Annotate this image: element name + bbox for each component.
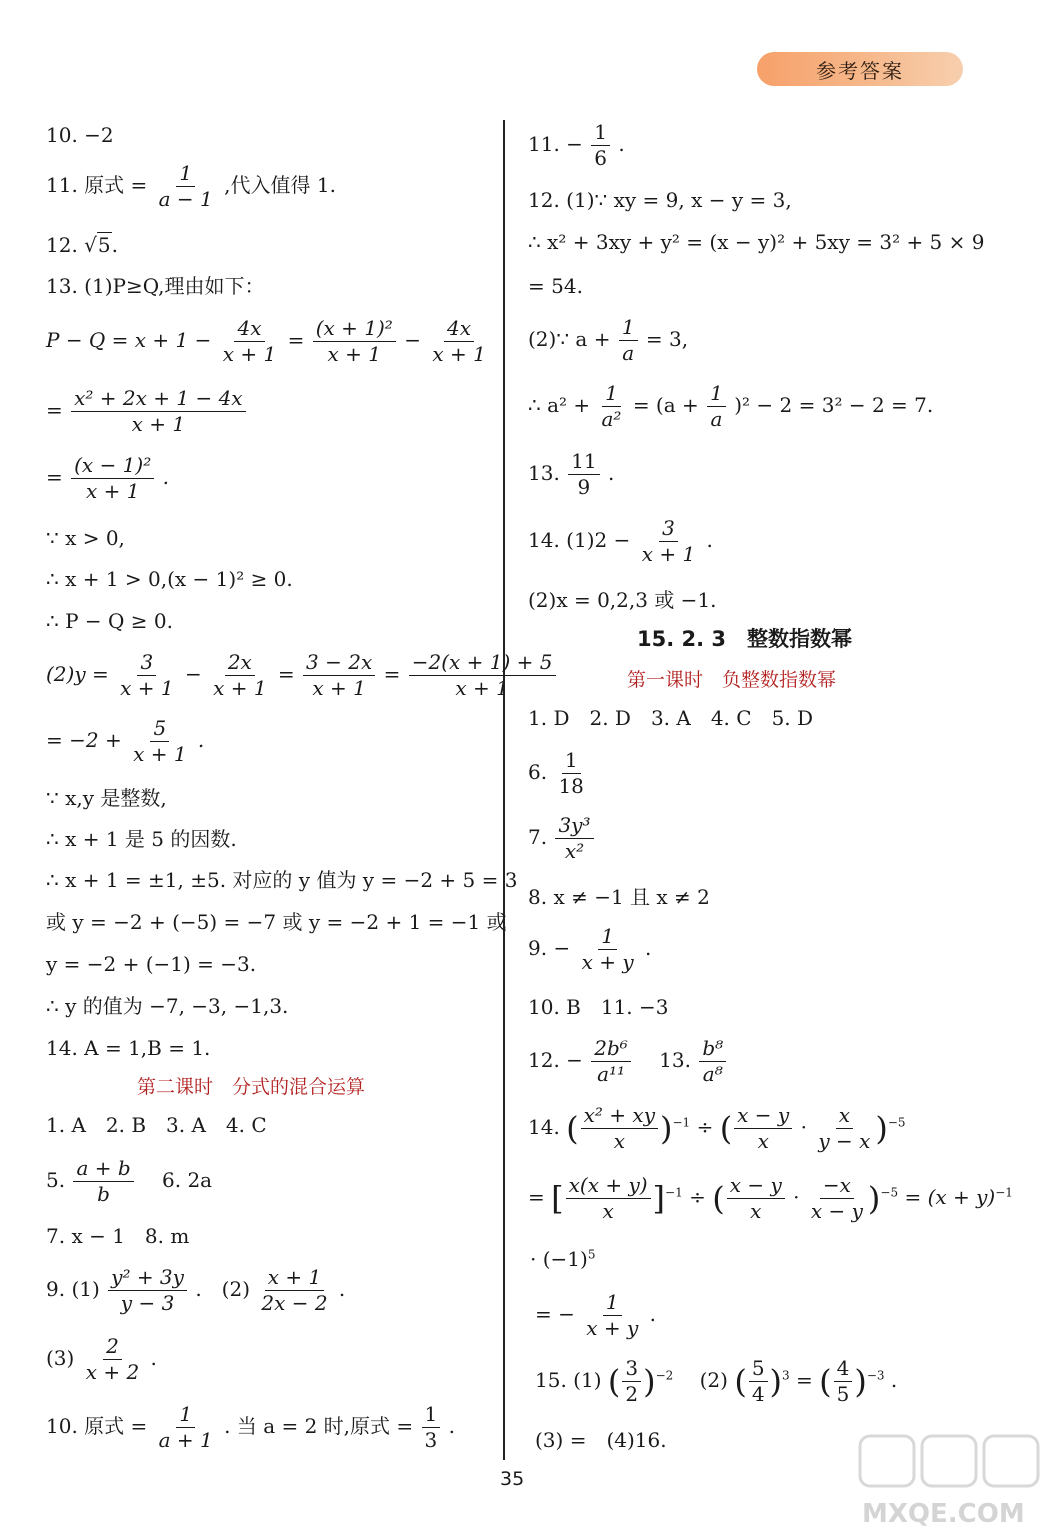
left-bracket: [ bbox=[551, 1179, 564, 1218]
answers-d1-5: 1. D 2. D 3. A 4. C 5. D bbox=[528, 706, 814, 730]
text: 11. − bbox=[528, 132, 583, 156]
numerator: 1 bbox=[602, 383, 621, 407]
fraction bbox=[815, 1105, 873, 1152]
fraction bbox=[71, 455, 154, 502]
numerator: 1 bbox=[422, 1404, 441, 1428]
text: 9. − bbox=[528, 936, 571, 960]
section-title-15-2-3: 15. 2. 3 整数指数幂 bbox=[637, 627, 853, 651]
text: 7. bbox=[528, 825, 548, 849]
answer-d10-11: 10. B 11. −3 bbox=[528, 995, 669, 1019]
denominator: y − x bbox=[818, 1129, 871, 1153]
answer-c13 bbox=[528, 451, 614, 498]
fraction bbox=[834, 1358, 853, 1405]
answer-d6 bbox=[528, 750, 589, 797]
denominator: 9 bbox=[577, 475, 591, 499]
denominator: y − 3 bbox=[120, 1291, 175, 1315]
denominator: x + 1 bbox=[222, 342, 277, 366]
fraction bbox=[568, 451, 599, 498]
answer-12: 12. √5. bbox=[46, 233, 119, 257]
left-paren: ( bbox=[566, 1109, 579, 1148]
denominator: 18 bbox=[558, 774, 584, 798]
answer-d15-part3-4: (3) = (4)16. bbox=[535, 1428, 667, 1452]
denominator: a − 1 bbox=[158, 187, 213, 211]
text: (2)∵ a + bbox=[528, 327, 611, 351]
column-divider bbox=[503, 120, 505, 1460]
answer-14: 14. A = 1,B = 1. bbox=[46, 1036, 211, 1060]
right-paren: ) bbox=[769, 1362, 783, 1401]
answer-13-line6: ∴ P − Q ≥ 0. bbox=[46, 609, 173, 633]
numerator: 3 bbox=[659, 518, 678, 542]
fraction bbox=[83, 1336, 142, 1383]
left-paren: ( bbox=[734, 1362, 747, 1401]
answer-c12-part2 bbox=[528, 317, 688, 364]
numerator: (x − 1)² bbox=[71, 455, 154, 479]
fraction bbox=[581, 1105, 658, 1152]
numerator: 5 bbox=[150, 718, 169, 742]
numerator: 1 bbox=[562, 750, 581, 774]
numerator: 3y³ bbox=[555, 815, 593, 839]
denominator: x + 1 bbox=[641, 542, 696, 566]
numerator: 1 bbox=[598, 926, 617, 950]
numerator: 4x bbox=[444, 318, 474, 342]
exponent: −5 bbox=[887, 1115, 906, 1130]
text: (2)y = bbox=[46, 662, 109, 686]
equals: = bbox=[528, 1185, 545, 1209]
dot: · bbox=[793, 1185, 800, 1209]
numerator: x² + 2x + 1 − 4x bbox=[71, 388, 245, 412]
denominator: a bbox=[622, 341, 635, 365]
answer-b9 bbox=[46, 1267, 345, 1314]
fraction bbox=[749, 1358, 768, 1405]
numerator: x − y bbox=[727, 1175, 785, 1199]
fraction bbox=[555, 750, 586, 797]
numerator: −2(x + 1) + 5 bbox=[409, 652, 556, 676]
denominator: x + 1 bbox=[120, 676, 174, 700]
answer-c12-line2: ∴ x² + 3xy + y² = (x − y)² + 5xy = 3² + 5 × 9 bbox=[528, 230, 985, 254]
numerator: 1 bbox=[603, 1292, 622, 1316]
page-number: 35 bbox=[500, 1468, 525, 1490]
fraction bbox=[707, 383, 726, 430]
divide: ÷ bbox=[689, 1185, 706, 1209]
fraction bbox=[699, 1038, 726, 1085]
equals: = bbox=[287, 328, 305, 352]
numerator: x + 1 bbox=[265, 1267, 324, 1291]
answer-13-line-factor: ∴ x + 1 是 5 的因数. bbox=[46, 827, 237, 851]
fraction bbox=[579, 926, 637, 973]
fraction bbox=[599, 383, 625, 430]
exponent: 3 bbox=[782, 1368, 790, 1383]
answer-b9-3 bbox=[46, 1336, 157, 1383]
denominator: x + 1 bbox=[131, 412, 186, 436]
text: 14. (1)2 − bbox=[528, 528, 631, 552]
numerator: x bbox=[836, 1105, 853, 1129]
text: 6. 2a bbox=[142, 1168, 213, 1192]
denominator: a¹¹ bbox=[597, 1062, 626, 1086]
answer-13-line-values: ∴ x + 1 = ±1, ±5. 对应的 y 值为 y = −2 + 5 = 3 bbox=[46, 868, 518, 892]
text: . bbox=[607, 461, 615, 485]
answer-11 bbox=[46, 163, 336, 210]
denominator: x + 1 bbox=[312, 676, 366, 700]
text: · (−1) bbox=[530, 1247, 588, 1271]
left-paren: ( bbox=[819, 1362, 832, 1401]
text: )² − 2 = 3² − 2 = 7. bbox=[734, 393, 934, 417]
answer-13-line4: ∵ x > 0, bbox=[46, 526, 125, 550]
fraction bbox=[303, 652, 375, 699]
numerator: 1 bbox=[176, 163, 195, 187]
numerator: 4x bbox=[234, 318, 264, 342]
denominator: a⁸ bbox=[702, 1062, 723, 1086]
numerator: 4 bbox=[834, 1358, 853, 1382]
fraction bbox=[808, 1175, 866, 1222]
numerator: 2b⁶ bbox=[591, 1038, 631, 1062]
answer-c12-part2-result bbox=[528, 383, 933, 430]
right-paren: ) bbox=[643, 1362, 656, 1401]
answer-13-line-last: y = −2 + (−1) = −3. bbox=[46, 952, 257, 976]
text: (2) bbox=[679, 1368, 728, 1392]
answer-13-line2 bbox=[46, 388, 248, 435]
fraction bbox=[156, 1404, 216, 1451]
text: . bbox=[706, 528, 713, 552]
numerator: 1 bbox=[619, 317, 638, 341]
denominator: x + y bbox=[586, 1316, 639, 1340]
numerator: (x + 1)² bbox=[313, 318, 396, 342]
answer-b7-8: 7. x − 1 8. m bbox=[46, 1224, 190, 1248]
text: ∴ a² + bbox=[528, 393, 591, 417]
denominator: a + 1 bbox=[158, 1428, 213, 1452]
answer-d12-13 bbox=[528, 1038, 728, 1085]
denominator: x + 1 bbox=[455, 676, 509, 700]
divide: ÷ bbox=[696, 1115, 714, 1139]
numerator: 3 bbox=[137, 652, 156, 676]
text: . (2) bbox=[195, 1277, 250, 1301]
answer-d7 bbox=[528, 815, 596, 862]
equals: = bbox=[46, 465, 63, 489]
fraction bbox=[117, 652, 176, 699]
answer-d9 bbox=[528, 926, 651, 973]
answer-13-line3 bbox=[46, 455, 169, 502]
right-paren: ) bbox=[867, 1179, 881, 1218]
answer-c14 bbox=[528, 518, 713, 565]
answer-13-part2-line2 bbox=[46, 718, 204, 765]
fraction bbox=[73, 1158, 133, 1205]
text: = −2 + bbox=[46, 728, 122, 752]
answer-13-line-integer: ∵ x,y 是整数, bbox=[46, 786, 167, 810]
text: P − Q = x + 1 − bbox=[46, 328, 212, 352]
text: . bbox=[111, 233, 119, 257]
numerator: 3 bbox=[622, 1358, 641, 1382]
denominator: 2x − 2 bbox=[261, 1291, 328, 1315]
denominator: x bbox=[757, 1129, 769, 1153]
answers-b1-4: 1. A 2. B 3. A 4. C bbox=[46, 1113, 267, 1137]
left-paren: ( bbox=[712, 1179, 725, 1218]
text: . bbox=[649, 1302, 657, 1326]
fraction bbox=[108, 1267, 187, 1314]
answer-c11 bbox=[528, 122, 625, 169]
fraction bbox=[130, 718, 189, 765]
answer-b10 bbox=[46, 1404, 455, 1451]
denominator: x bbox=[602, 1199, 614, 1223]
equals: = bbox=[46, 398, 63, 422]
right-paren: ) bbox=[660, 1109, 673, 1148]
denominator: x − y bbox=[810, 1199, 863, 1223]
denominator: 5 bbox=[836, 1382, 850, 1406]
right-bracket: ] bbox=[652, 1179, 666, 1218]
numerator: 1 bbox=[591, 122, 610, 146]
denominator: x + 2 bbox=[85, 1360, 140, 1384]
fraction bbox=[429, 318, 488, 365]
fraction bbox=[409, 652, 556, 699]
fraction bbox=[591, 1038, 631, 1085]
svg-text:MXQE.COM: MXQE.COM bbox=[862, 1499, 1025, 1529]
exponent: 5 bbox=[587, 1247, 596, 1262]
text: = (a + bbox=[632, 393, 699, 417]
exponent: −2 bbox=[655, 1368, 674, 1383]
denominator: 3 bbox=[424, 1428, 438, 1452]
fraction bbox=[583, 1292, 641, 1339]
dot: · bbox=[800, 1115, 807, 1139]
numerator: 5 bbox=[749, 1358, 768, 1382]
denominator: x + 1 bbox=[432, 342, 486, 366]
numerator: b⁸ bbox=[699, 1038, 726, 1062]
answer-13-line1 bbox=[46, 318, 491, 365]
text: 13. bbox=[528, 461, 560, 485]
text: . 当 a = 2 时,原式 = bbox=[224, 1414, 414, 1438]
text: 12. bbox=[46, 233, 85, 257]
text: 9. (1) bbox=[46, 1277, 100, 1301]
denominator: x + 1 bbox=[85, 479, 140, 503]
right-paren: ) bbox=[854, 1362, 867, 1401]
text: . bbox=[448, 1414, 455, 1438]
fraction bbox=[156, 163, 216, 210]
left-paren: ( bbox=[607, 1362, 621, 1401]
fraction bbox=[555, 815, 593, 862]
answer-d15 bbox=[535, 1358, 897, 1405]
text: (3) bbox=[46, 1346, 75, 1370]
fraction bbox=[313, 318, 396, 365]
fraction bbox=[622, 1358, 641, 1405]
text: 12. − bbox=[528, 1048, 583, 1072]
answer-d8: 8. x ≠ −1 且 x ≠ 2 bbox=[528, 885, 710, 909]
text: = (x + y) bbox=[904, 1185, 996, 1209]
answer-d14-line3 bbox=[530, 1249, 595, 1269]
answer-13-part1: 13. (1)P≥Q,理由如下： bbox=[46, 274, 265, 298]
text: 14. bbox=[528, 1115, 560, 1139]
equals: = bbox=[383, 662, 401, 686]
numerator: a + b bbox=[73, 1158, 133, 1182]
text: 13. bbox=[639, 1048, 691, 1072]
answer-13-part2 bbox=[46, 652, 558, 699]
denominator: x + y bbox=[581, 950, 634, 974]
denominator: x + 1 bbox=[133, 742, 187, 766]
fraction bbox=[71, 388, 245, 435]
fraction bbox=[258, 1267, 330, 1314]
section-subtitle-lesson2: 第二课时 分式的混合运算 bbox=[137, 1076, 366, 1098]
numerator: 3 − 2x bbox=[303, 652, 375, 676]
fraction bbox=[210, 652, 269, 699]
answer-d14-line1 bbox=[528, 1105, 906, 1152]
text: . bbox=[150, 1346, 157, 1370]
fraction bbox=[619, 317, 638, 364]
numerator: 1 bbox=[176, 1404, 195, 1428]
fraction bbox=[734, 1105, 792, 1152]
denominator: 2 bbox=[625, 1382, 639, 1406]
text: . bbox=[644, 936, 652, 960]
minus: − bbox=[184, 662, 202, 686]
equals: = bbox=[796, 1368, 813, 1392]
text: ,代入值得 1. bbox=[224, 173, 336, 197]
denominator: x + 1 bbox=[213, 676, 267, 700]
text: 15. (1) bbox=[535, 1368, 602, 1392]
numerator: 1 bbox=[707, 383, 726, 407]
right-paren: ) bbox=[875, 1109, 888, 1148]
answer-13-line5: ∴ x + 1 > 0,(x − 1)² ≥ 0. bbox=[46, 567, 293, 591]
text: = − bbox=[535, 1302, 575, 1326]
exponent: −3 bbox=[866, 1368, 885, 1383]
answer-10: 10. −2 bbox=[46, 123, 114, 147]
numerator: −x bbox=[820, 1175, 854, 1199]
denominator: 6 bbox=[594, 146, 608, 170]
minus: − bbox=[404, 328, 421, 352]
exponent: −1 bbox=[995, 1185, 1013, 1200]
text: . bbox=[197, 728, 205, 752]
numerator: 2 bbox=[103, 1336, 122, 1360]
denominator: x bbox=[750, 1199, 762, 1223]
fraction bbox=[727, 1175, 785, 1222]
answer-13-line-or: 或 y = −2 + (−5) = −7 或 y = −2 + 1 = −1 或 bbox=[46, 910, 507, 934]
denominator: x + 1 bbox=[327, 342, 382, 366]
fraction bbox=[566, 1175, 651, 1222]
numerator: 2x bbox=[225, 652, 255, 676]
numerator: y² + 3y bbox=[108, 1267, 187, 1291]
left-paren: ( bbox=[719, 1109, 733, 1148]
denominator: x bbox=[613, 1129, 625, 1153]
denominator: x² bbox=[564, 839, 585, 863]
numerator: x² + xy bbox=[581, 1105, 658, 1129]
text: . bbox=[338, 1277, 346, 1301]
answer-c14-part2: (2)x = 0,2,3 或 −1. bbox=[528, 588, 717, 612]
answer-13-conclusion: ∴ y 的值为 −7, −3, −1,3. bbox=[46, 994, 289, 1018]
text: 11. 原式 = bbox=[46, 173, 148, 197]
numerator: x(x + y) bbox=[566, 1175, 651, 1199]
text: 10. 原式 = bbox=[46, 1414, 148, 1438]
answer-c12-line1: 12. (1)∵ xy = 9, x − y = 3, bbox=[528, 188, 792, 212]
watermark-logo bbox=[852, 1430, 1048, 1530]
exponent: −5 bbox=[880, 1185, 899, 1200]
denominator: a² bbox=[601, 407, 622, 431]
answer-c12-line3: = 54. bbox=[528, 274, 583, 298]
text: . bbox=[618, 132, 625, 156]
text: 5. bbox=[46, 1168, 66, 1192]
answer-d14-line4 bbox=[535, 1292, 656, 1339]
text: 6. bbox=[528, 760, 548, 784]
denominator: 4 bbox=[751, 1382, 765, 1406]
fraction bbox=[591, 122, 610, 169]
denominator: b bbox=[97, 1182, 110, 1206]
denominator: a bbox=[710, 407, 723, 431]
answer-key-badge: 参考答案 bbox=[757, 52, 963, 86]
fraction bbox=[220, 318, 279, 365]
text: = 3, bbox=[645, 327, 689, 351]
text: . bbox=[890, 1368, 898, 1392]
equals: = bbox=[277, 662, 295, 686]
exponent: −1 bbox=[672, 1115, 691, 1130]
section-subtitle-lesson1: 第一课时 负整数指数幂 bbox=[627, 669, 837, 691]
radicand: 5 bbox=[97, 233, 111, 257]
text: . bbox=[162, 465, 169, 489]
answer-b5-6 bbox=[46, 1158, 212, 1205]
answer-d14-line2 bbox=[528, 1175, 1013, 1222]
numerator: 11 bbox=[568, 451, 599, 475]
numerator: x − y bbox=[734, 1105, 792, 1129]
fraction bbox=[639, 518, 698, 565]
exponent: −1 bbox=[665, 1185, 683, 1200]
fraction bbox=[422, 1404, 441, 1451]
